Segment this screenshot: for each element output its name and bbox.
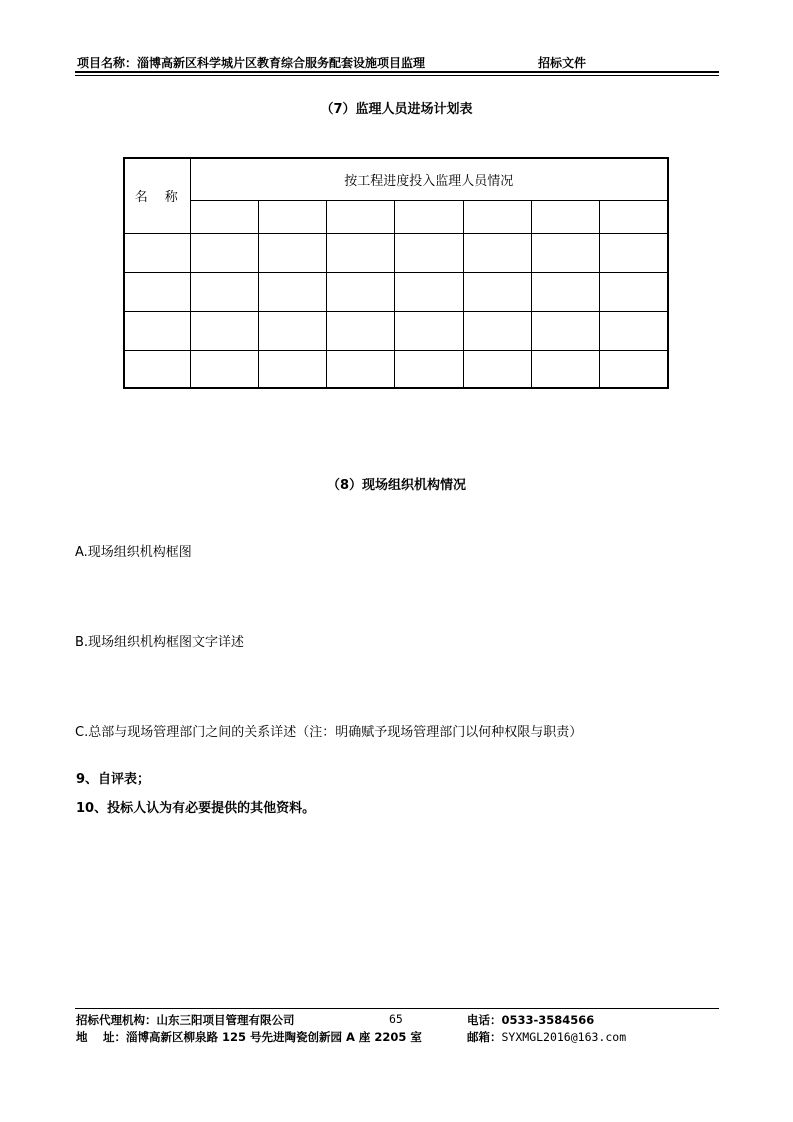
table-cell [190, 200, 258, 233]
section8-title: （8）现场组织机构情况 [326, 478, 467, 493]
item-c-hq-site-relationship: C.总部与现场管理部门之间的关系详述（注：明确赋予现场管理部门以何种权限与职责） [75, 725, 583, 740]
page-number: 65 [389, 1012, 403, 1026]
table-row [124, 272, 668, 311]
item-a-org-chart: A.现场组织机构框图 [75, 545, 192, 560]
footer-agency: 招标代理机构：山东三阳项目管理有限公司 [76, 1013, 295, 1027]
footer-email-block [467, 1029, 626, 1045]
table-cell [463, 350, 531, 388]
table-cell [258, 350, 326, 388]
table-cell [600, 272, 668, 311]
table-cell [531, 233, 599, 272]
table-cell [124, 272, 190, 311]
footer-phone: 电话：0533-3584566 [467, 1013, 595, 1027]
table-row [124, 233, 668, 272]
table-cell [463, 311, 531, 350]
section7-title: （7）监理人员进场计划表 [320, 102, 473, 117]
table-header-row [124, 158, 668, 200]
table-row [124, 350, 668, 388]
item-10-other-materials: 10、投标人认为有必要提供的其他资料。 [76, 801, 316, 816]
footer-address: 地 址：淄博高新区柳泉路 125 号先进陶瓷创新园 A 座 2205 室 [76, 1030, 422, 1044]
table-cell [124, 233, 190, 272]
table-cell [190, 350, 258, 388]
table-cell [258, 200, 326, 233]
table-cell [463, 200, 531, 233]
staff-entry-plan-table [123, 157, 669, 389]
table-cell [463, 272, 531, 311]
footer-email-label: 邮箱： [467, 1030, 502, 1044]
footer-email: SYXMGL2016@163.com [501, 1030, 627, 1044]
table-cell [395, 272, 463, 311]
table-cell [124, 350, 190, 388]
table-cell [531, 311, 599, 350]
table-cell [395, 200, 463, 233]
table-cell [600, 200, 668, 233]
table-cell [395, 233, 463, 272]
table-cell [327, 311, 395, 350]
table-cell [190, 272, 258, 311]
table-cell [600, 350, 668, 388]
header-rule-thin [75, 75, 719, 76]
table-cell [327, 233, 395, 272]
table-cell [190, 233, 258, 272]
table-cell [395, 311, 463, 350]
table-cell [124, 311, 190, 350]
item-b-org-chart-description: B.现场组织机构框图文字详述 [75, 635, 245, 650]
table-cell [327, 272, 395, 311]
table-cell [258, 272, 326, 311]
table-cell [600, 233, 668, 272]
table-cell [258, 233, 326, 272]
table-cell [531, 350, 599, 388]
table-row [124, 311, 668, 350]
header-doc-type: 招标文件 [538, 56, 587, 70]
name-column-header: 名 称 [124, 158, 190, 233]
group-column-header: 按工程进度投入监理人员情况 [190, 158, 668, 200]
table-cell [395, 350, 463, 388]
table-cell [531, 200, 599, 233]
table-subheader-row [124, 200, 668, 233]
table-cell [327, 200, 395, 233]
table-cell [258, 311, 326, 350]
header-project-name: 项目名称：淄博高新区科学城片区教育综合服务配套设施项目监理 [77, 56, 426, 70]
footer-rule [75, 1008, 719, 1009]
table-cell [327, 350, 395, 388]
table-cell [531, 272, 599, 311]
table-cell [463, 233, 531, 272]
table-cell [600, 311, 668, 350]
table-cell [190, 311, 258, 350]
header-rule-thick [75, 71, 719, 73]
item-9-self-evaluation: 9、自评表； [76, 772, 151, 787]
